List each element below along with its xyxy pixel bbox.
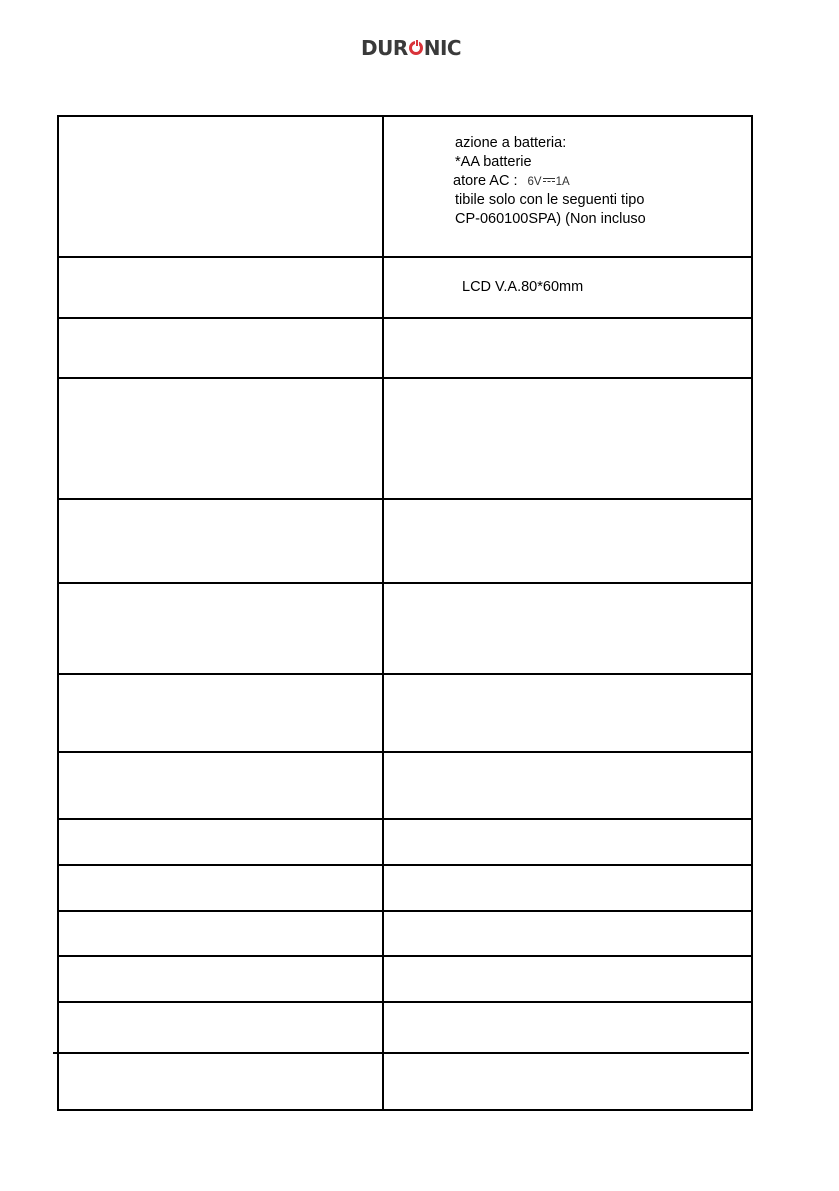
logo-text-prefix: DUR <box>361 36 408 60</box>
power-line-4: tibile solo con le seguenti tipo <box>455 192 645 208</box>
dc-symbol-icon <box>543 178 555 184</box>
power-icon <box>409 41 423 55</box>
power-line-2: *AA batterie <box>455 154 532 170</box>
specification-table <box>57 115 753 1111</box>
table-row <box>59 379 751 500</box>
table-row <box>59 912 751 957</box>
table-row <box>59 584 751 675</box>
table-row <box>59 500 751 584</box>
horizontal-rule <box>53 1052 749 1054</box>
power-line-1: azione a batteria: <box>455 135 567 151</box>
table-row-power <box>59 117 751 258</box>
table-row <box>59 675 751 753</box>
display-spec: LCD V.A.80*60mm <box>462 279 584 295</box>
table-row <box>59 1003 751 1111</box>
table-row <box>59 753 751 820</box>
adapter-voltage: 6V <box>527 176 542 188</box>
logo-text-suffix: NIC <box>423 36 462 60</box>
table-row <box>59 866 751 912</box>
adapter-label: atore AC : <box>453 173 518 189</box>
table-row <box>59 319 751 379</box>
adapter-current: 1A <box>555 176 570 188</box>
table-row-display <box>59 258 751 319</box>
table-row <box>59 820 751 866</box>
power-line-5: CP-060100SPA) (Non incluso <box>455 211 646 227</box>
table-row <box>59 957 751 1003</box>
duronic-logo <box>361 37 461 59</box>
power-line-3 <box>453 172 570 193</box>
